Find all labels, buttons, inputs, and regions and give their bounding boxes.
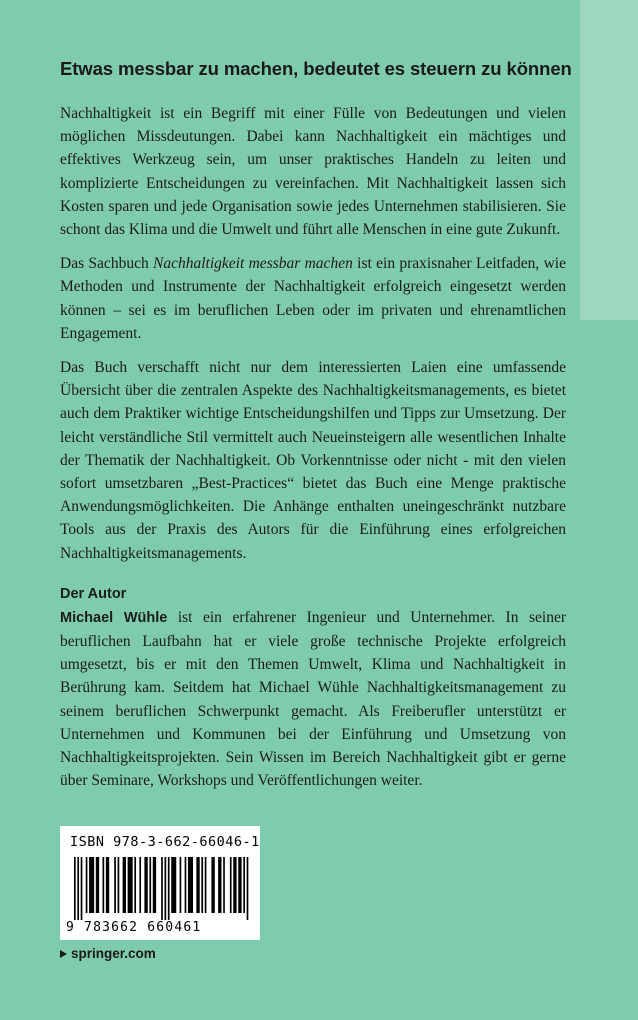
barcode-bar (196, 857, 199, 913)
barcode-bar (96, 857, 99, 913)
isbn-number: ISBN 978-3-662-66046-1 (70, 834, 260, 850)
barcode-bar (211, 857, 214, 913)
barcode-bar (161, 857, 163, 920)
author-bio (60, 606, 566, 793)
paragraph-2-rest: ist ein praxisnaher Leitfaden, wie Methoden und Instrumente der Nachhaltigkeit erfolgreich eingesetzt werden können – sei es im beruflichen Leben oder im privaten und ehrenamtlichen Engagement. (60, 255, 566, 342)
book-title: Nachhaltigkeit messbar machen (153, 255, 353, 273)
barcode-bar (247, 857, 249, 920)
barcode-bar (144, 857, 147, 913)
barcode-bar (218, 857, 221, 913)
paragraph-2-lead: Das Sachbuch (60, 255, 154, 273)
author-name: Michael Wühle (60, 609, 168, 626)
barcode-bar (81, 857, 83, 920)
headline: Etwas messbar zu machen, bedeutet es steuern zu können (60, 58, 572, 79)
barcode-bar (180, 857, 182, 913)
description-paragraph-2 (60, 252, 566, 345)
barcode-bar (77, 857, 79, 920)
barcode-bar (230, 857, 232, 913)
author-heading: Der Autor (60, 585, 127, 602)
author-bio-text: ist ein erfahrener Ingenieur und Unternehmer. In seiner beruflichen Laufbahn hat er viele große technische Projekte erfolgreich umgesetzt, bis er mit den Themen Umwelt, Klima und Nachhaltigkeit in Berührung kam. Seitdem hat Michael Wühle Nachhaltigkeitsmanagement zu seinem beruflichen Schwerpunkt gemacht. Als Freiberufler unterstützt er Unternehmen und Kommunen bei der Einführung und Umsetzung von Nachhaltigkeitsprojekten. Sein Wissen im Bereich Nachhaltigkeit gibt er gerne über Seminare, Workshops und Veröffentlichungen weiter. (60, 608, 566, 790)
barcode-bar (89, 857, 94, 913)
barcode-bar (153, 857, 156, 913)
barcode-bar (201, 857, 203, 913)
barcode-bar (238, 857, 241, 913)
back-cover-text (60, 58, 572, 803)
publisher-url: springer.com (71, 946, 156, 961)
barcode-bars (74, 857, 250, 920)
barcode-bar (185, 857, 187, 913)
barcode-bar (171, 857, 176, 913)
barcode-bar (74, 857, 76, 920)
publisher-link[interactable] (60, 946, 156, 961)
barcode-bar (128, 857, 133, 913)
barcode-bar (205, 857, 207, 913)
barcode-bar (188, 857, 193, 913)
barcode-bar (223, 857, 225, 913)
barcode-bar (118, 857, 120, 913)
barcode-bar (103, 857, 105, 913)
barcode-bar (233, 857, 236, 913)
arrow-right-icon (60, 950, 67, 958)
barcode-bar (114, 857, 116, 913)
isbn-barcode (60, 826, 260, 940)
description-paragraph-1: Nachhaltigkeit ist ein Begriff mit einer Fülle von Bedeutungen und vielen möglichen Missdeutungen. Dabei kann Nachhaltigkeit ein mächtiges und effektives Werkzeug sein, um unser praktisches Handeln zu leiten und komplizierte Entscheidungen zu vereinfachen. Mit Nachhaltigkeit lassen sich Kosten sparen und jede Organisation sowie jedes Unternehmen stabilisieren. Sie schont das Klima und die Umwelt und führt alle Menschen in eine gute Zukunft. (60, 105, 566, 239)
light-color-band (580, 0, 638, 320)
description-paragraph-3: Das Buch verschafft nicht nur dem interessierten Laien eine umfassende Übersicht über die zentralen Aspekte des Nachhaltigkeitsmanagements, es bietet auch dem Praktiker wichtige Entscheidungshilfen und Tipps zur Umsetzung. Der leicht verständliche Stil vermittelt auch Neueinsteigern alle wesentlichen Inhalte der Thematik der Nachhaltigkeit. Ob Vorkenntnisse oder nicht - mit den vielen sofort umsetzbaren „Best-Practices“ bietet das Buch eine Menge praktische Anwendungsmöglichkeiten. Die Anhänge enthalten uneingeschränkt nutzbare Tools aus der Praxis des Autors für die Einführung eines erfolgreichen Nachhaltigkeitsmanagements. (60, 359, 566, 562)
ean-digits: 9 783662 660461 (66, 920, 202, 935)
barcode-bar (139, 857, 141, 913)
barcode-bar (165, 857, 167, 920)
barcode-bar (106, 857, 109, 913)
barcode-bar (168, 857, 170, 920)
barcode-bar (134, 857, 136, 913)
barcode-bar (149, 857, 151, 913)
barcode-bar (243, 857, 245, 913)
barcode-bar (123, 857, 126, 913)
barcode-bar (86, 857, 88, 913)
